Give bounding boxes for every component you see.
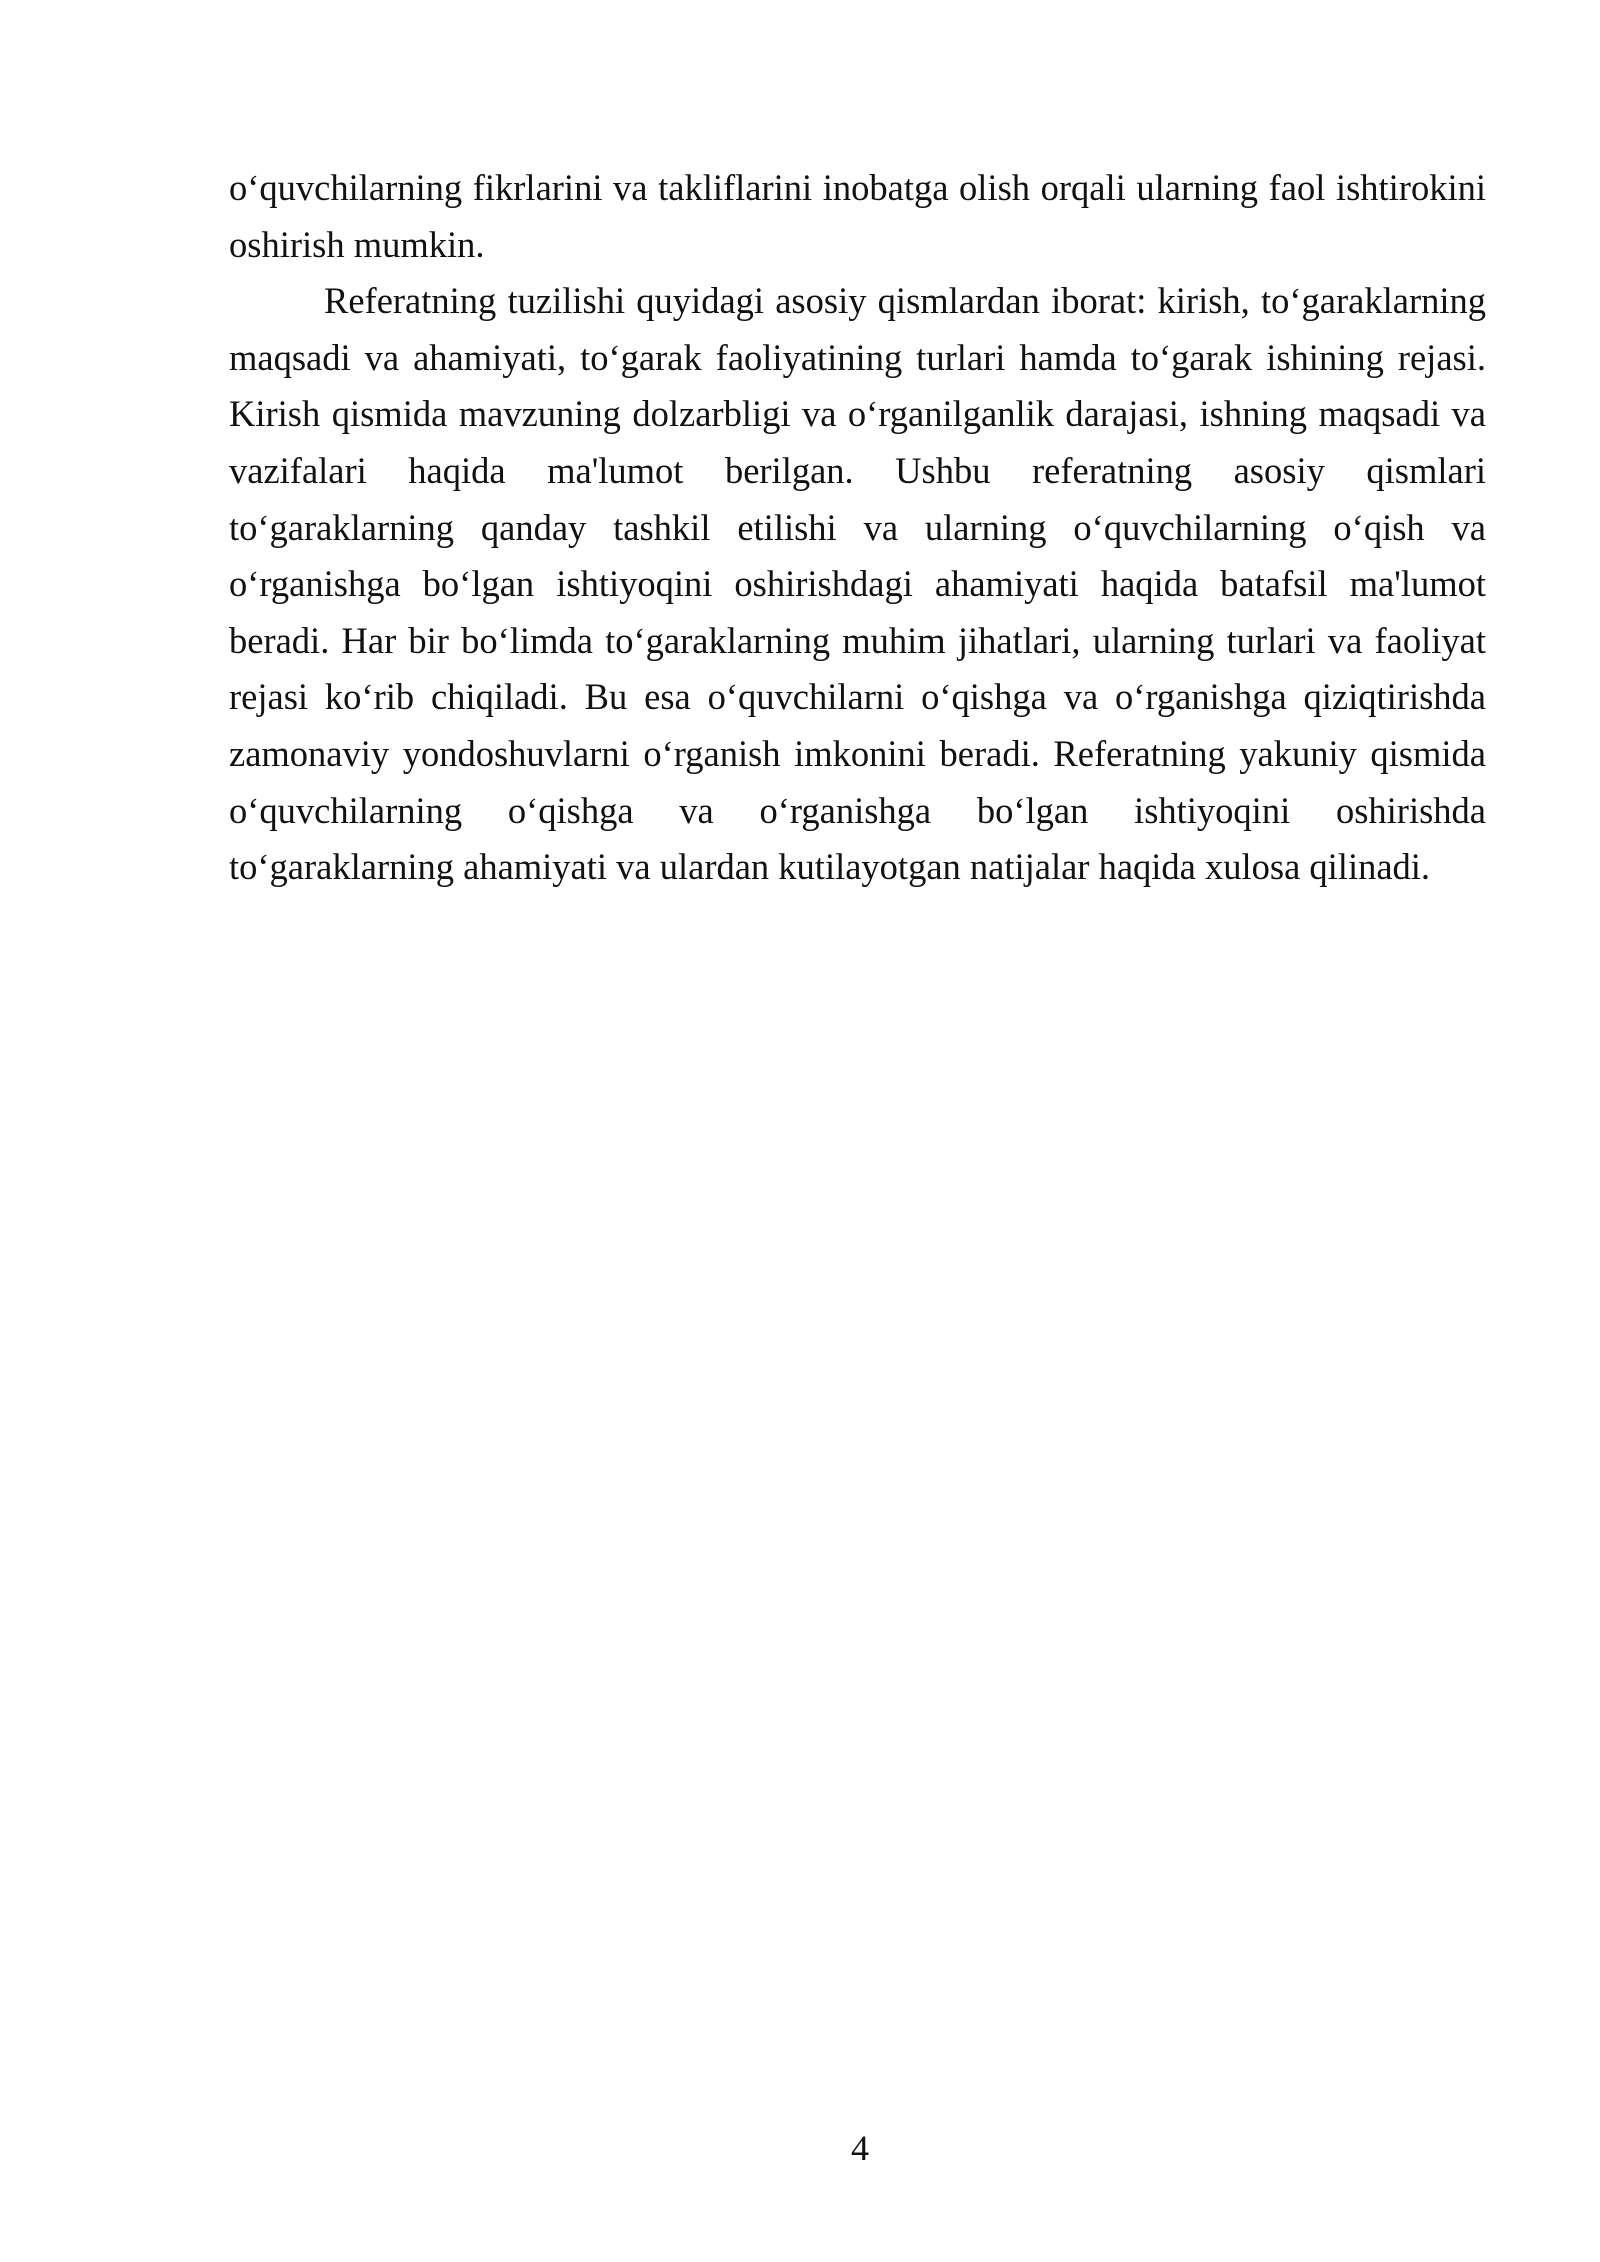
document-body	[229, 160, 1486, 896]
paragraph-structure: Referatning tuzilishi quyidagi asosiy qismlardan iborat: kirish, to‘garaklarning maqsadi va ahamiyati, to‘garak faoliyatining turlari hamda to‘garak ishining rejasi. Kirish qismida mavzuning dolzarbligi va o‘rganilganlik darajasi, ishning maqsadi va vazifalari haqida ma'lumot berilgan. Ushbu referatning asosiy qismlari to‘garaklarning qanday tashkil etilishi va ularning o‘quvchilarning o‘qish va o‘rganishga bo‘lgan ishtiyoqini oshirishdagi ahamiyati haqida batafsil ma'lumot beradi. Har bir bo‘limda to‘garaklarning muhim jihatlari, ularning turlari va faoliyat rejasi ko‘rib chiqiladi. Bu esa o‘quvchilarni o‘qishga va o‘rganishga qiziqtirishda zamonaviy yondoshuvlarni o‘rganish imkonini beradi. Referatning yakuniy qismida o‘quvchilarning o‘qishga va o‘rganishga bo‘lgan ishtiyoqini oshirishda to‘garaklarning ahamiyati va ulardan kutilayotgan natijalar haqida xulosa qilinadi.	[229, 280, 1486, 888]
page-number: 4	[851, 2128, 869, 2168]
paragraph-continuation: o‘quvchilarning fikrlarini va takliflarini inobatga olish orqali ularning faol ishtirokini oshirish mumkin.	[229, 167, 1486, 265]
